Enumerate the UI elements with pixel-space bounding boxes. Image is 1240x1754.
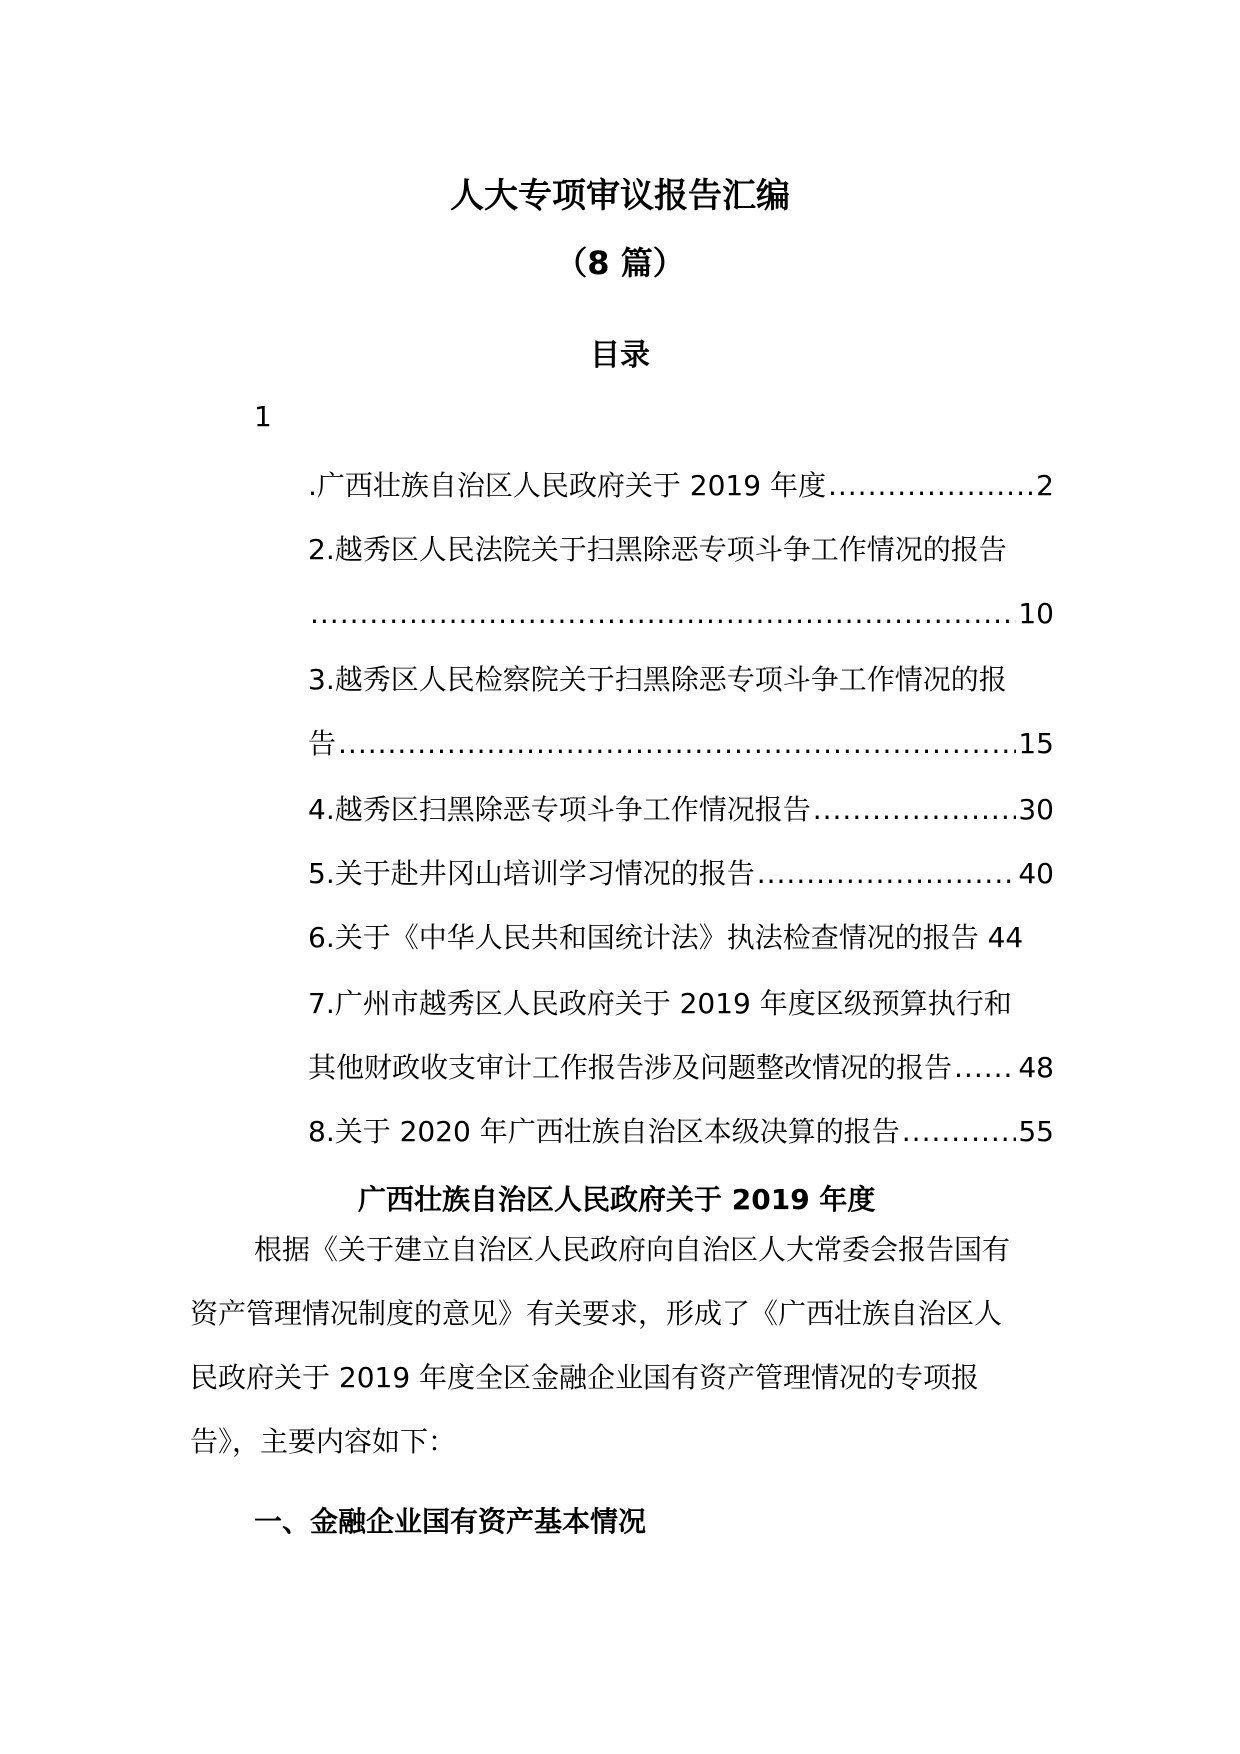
- toc-entry-title: 6.关于《中华人民共和国统计法》执法检查情况的报告 44: [308, 921, 1024, 954]
- toc-leader-dots: [757, 854, 1017, 894]
- paragraph-line: 告》，主要内容如下：: [190, 1425, 457, 1458]
- toc-page-number: 55: [1018, 1115, 1054, 1148]
- toc-page-number: 15: [1018, 727, 1054, 760]
- toc-entry[interactable]: [308, 466, 1054, 506]
- toc-leader-dots: [338, 724, 1016, 764]
- toc-leader-dots: [902, 1112, 1017, 1152]
- sub-heading: 一、金融企业国有资产基本情况: [254, 1505, 647, 1538]
- toc-entry-title: 4.越秀区扫黑除恶专项斗争工作情况报告: [308, 793, 811, 826]
- toc-entry[interactable]: [308, 854, 1054, 894]
- toc-entry[interactable]: [308, 660, 1054, 700]
- toc-entry[interactable]: [308, 918, 1054, 958]
- toc-entry-title: 5.关于赴井冈山培训学习情况的报告: [308, 857, 755, 890]
- toc-entry[interactable]: [308, 1112, 1054, 1152]
- toc-entry[interactable]: [308, 594, 1054, 634]
- toc-heading: 目录: [590, 338, 650, 373]
- toc-entry-title: 3.越秀区人民检察院关于扫黑除恶专项斗争工作情况的报: [308, 663, 1007, 696]
- toc-page-number: 30: [1018, 793, 1054, 826]
- toc-leader-dots: [310, 594, 1016, 634]
- toc-entry[interactable]: [308, 724, 1054, 764]
- toc-entry-title: 7.广州市越秀区人民政府关于 2019 年度区级预算执行和: [308, 987, 1012, 1020]
- toc-page-number: 10: [1018, 597, 1054, 630]
- paragraph-line: 资产管理情况制度的意见》有关要求，形成了《广西壮族自治区人: [190, 1297, 1003, 1330]
- paragraph-line: 民政府关于 2019 年度全区金融企业国有资产管理情况的专项报: [190, 1361, 980, 1394]
- toc-entry-title: 2.越秀区人民法院关于扫黑除恶专项斗争工作情况的报告: [308, 533, 1007, 566]
- toc-entry-title: 其他财政收支审计工作报告涉及问题整改情况的报告: [308, 1051, 953, 1084]
- toc-page-number: 48: [1018, 1051, 1054, 1084]
- toc-number: 1: [254, 400, 272, 433]
- document-title: 人大专项审议报告汇编: [450, 176, 790, 216]
- toc-leader-dots: [828, 466, 1034, 506]
- section-heading: 广西壮族自治区人民政府关于 2019 年度: [358, 1183, 876, 1216]
- toc-page-number: 40: [1018, 857, 1054, 890]
- toc-entry[interactable]: [308, 530, 1054, 570]
- toc-leader-dots: [813, 790, 1017, 830]
- toc-entry[interactable]: [308, 984, 1054, 1024]
- toc-entry-title: 8.关于 2020 年广西壮族自治区本级决算的报告: [308, 1115, 900, 1148]
- toc-leader-dots: [954, 1048, 1016, 1088]
- toc-entry-title: .广西壮族自治区人民政府关于 2019 年度: [308, 469, 826, 502]
- toc-entry[interactable]: [308, 790, 1054, 830]
- toc-entry-title: 告: [308, 727, 337, 760]
- body-paragraph: [190, 1218, 1054, 1474]
- toc-entry[interactable]: [308, 1048, 1054, 1088]
- toc-page-number: 2: [1036, 469, 1054, 502]
- paragraph-line: 根据《关于建立自治区人民政府向自治区人大常委会报告国有: [254, 1233, 1011, 1266]
- document-subtitle: （8 篇）: [555, 244, 685, 282]
